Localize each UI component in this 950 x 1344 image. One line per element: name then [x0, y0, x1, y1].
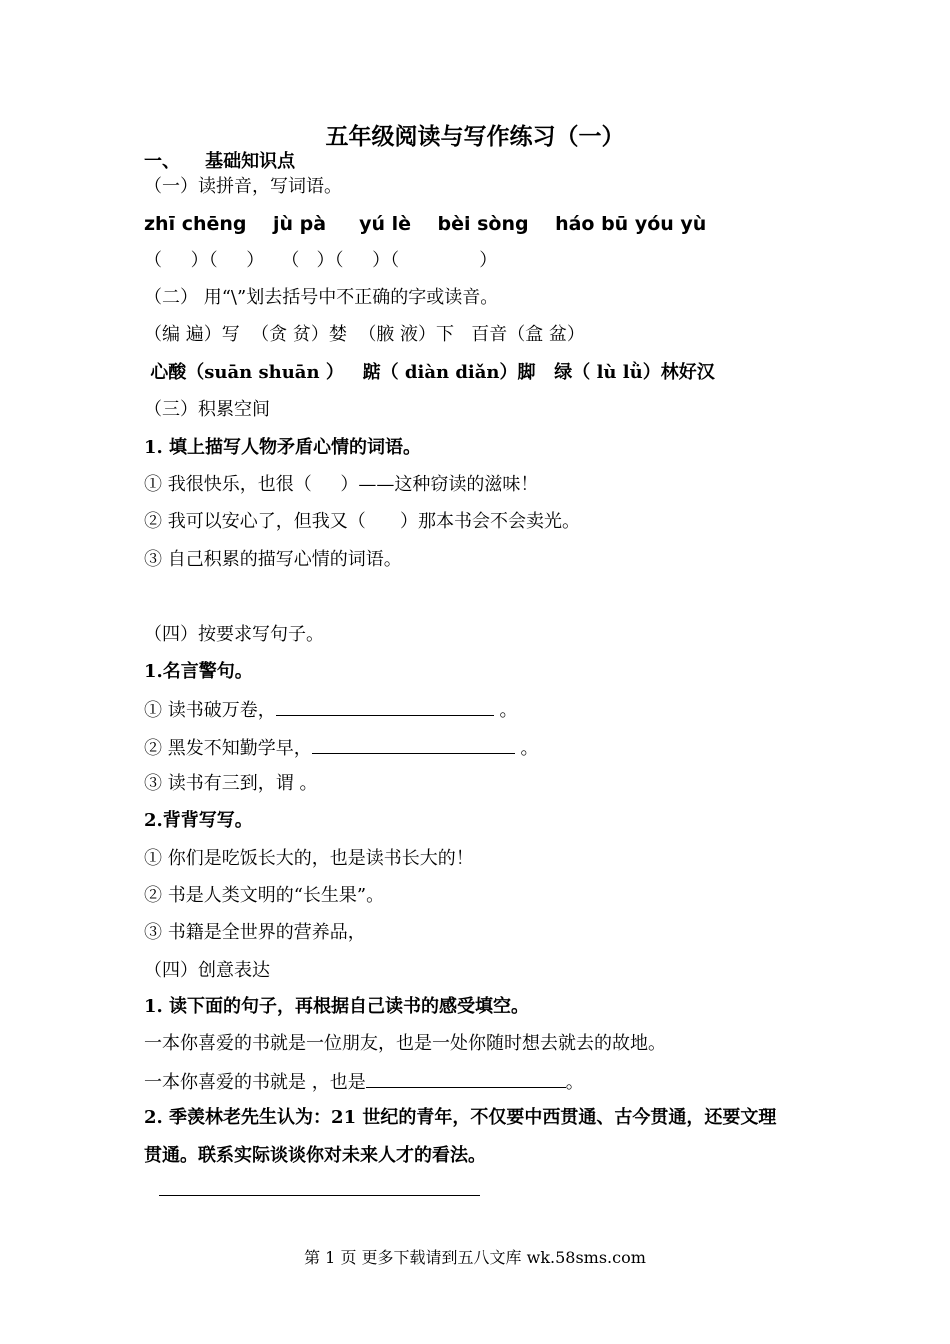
question-3-heading: （三）积累空间	[144, 399, 270, 420]
answer-brackets-row: （ ）（ ） （ ）（ ）（ ）	[144, 250, 498, 271]
fill-in-blank[interactable]	[366, 1069, 566, 1088]
question-4-item-f: ③ 书籍是全世界的营养品，	[144, 922, 366, 943]
page-footer: 第 1 页 更多下载请到五八文库 wk.58sms.com	[304, 1248, 646, 1267]
question-4-item-e: ② 书是人类文明的“长生果”。	[144, 885, 385, 906]
question-4-heading: （四）按要求写句子。	[144, 624, 324, 645]
question-4-item-b-text: ② 黑发不知勤学早，	[144, 738, 312, 759]
question-1-heading: （一）读拼音，写词语。	[144, 176, 342, 197]
question-4-item-2: 2.背背写写。	[144, 810, 253, 831]
question-5-sentence-1: 一本你喜爱的书就是一位朋友，也是一处你随时想去就去的故地。	[144, 1033, 666, 1054]
page-title: 五年级阅读与写作练习（一）	[325, 123, 625, 150]
fill-in-blank[interactable]	[312, 735, 515, 754]
question-4-item-1: 1.名言警句。	[144, 661, 253, 682]
question-3-item-a: ① 我很快乐，也很（ ）——这种窃读的滋味！	[144, 474, 539, 495]
question-4-item-d: ① 你们是吃饭长大的，也是读书长大的！	[144, 848, 474, 869]
question-5-item-1: 1. 读下面的句子，再根据自己读书的感受填空。	[144, 996, 530, 1017]
question-5-sentence-2	[144, 1069, 584, 1095]
fill-in-blank[interactable]	[276, 697, 494, 716]
question-5-item-2-line-2: 贯通。联系实际谈谈你对未来人才的看法。	[144, 1145, 486, 1166]
question-3-item-b: ② 我可以安心了，但我又（ ）那本书会不会卖光。	[144, 511, 581, 532]
question-4-item-a-end: 。	[493, 700, 518, 721]
question-2-heading: （二） 用“\”划去括号中不正确的字或读音。	[144, 287, 499, 308]
question-2-line-1: （编 遍）写 （贪 贫）婪 （腋 液）下 百音（盒 盆）	[144, 324, 585, 345]
question-5-sentence-2-end: 。	[565, 1072, 584, 1093]
question-4-item-c: ③ 读书有三到，谓 。	[144, 773, 318, 794]
question-5-sentence-2-text: 一本你喜爱的书就是 ，也是	[144, 1072, 366, 1093]
question-5-item-2-line-1: 2. 季羡林老先生认为：21 世纪的青年，不仅要中西贯通、古今贯通，还要文理	[144, 1107, 777, 1128]
question-4-item-a-text: ① 读书破万卷，	[144, 700, 276, 721]
question-4-item-a	[144, 697, 517, 723]
section-heading-basics: 一、 基础知识点	[144, 151, 296, 172]
question-2-line-2: 心酸（suān shuān ） 踮（ diàn diǎn）脚 绿（ lù lǜ）林好汉	[144, 362, 715, 383]
answer-line[interactable]	[159, 1195, 480, 1196]
pinyin-row: zhī chēng jù pà yú lè bèi sòng háo bū yóu yù	[144, 213, 707, 235]
question-5-heading: （四）创意表达	[144, 960, 270, 981]
question-3-item-c: ③ 自己积累的描写心情的词语。	[144, 549, 402, 570]
question-3-item-1: 1. 填上描写人物矛盾心情的词语。	[144, 437, 422, 458]
question-4-item-b-end: 。	[514, 738, 539, 759]
question-4-item-b	[144, 735, 538, 761]
